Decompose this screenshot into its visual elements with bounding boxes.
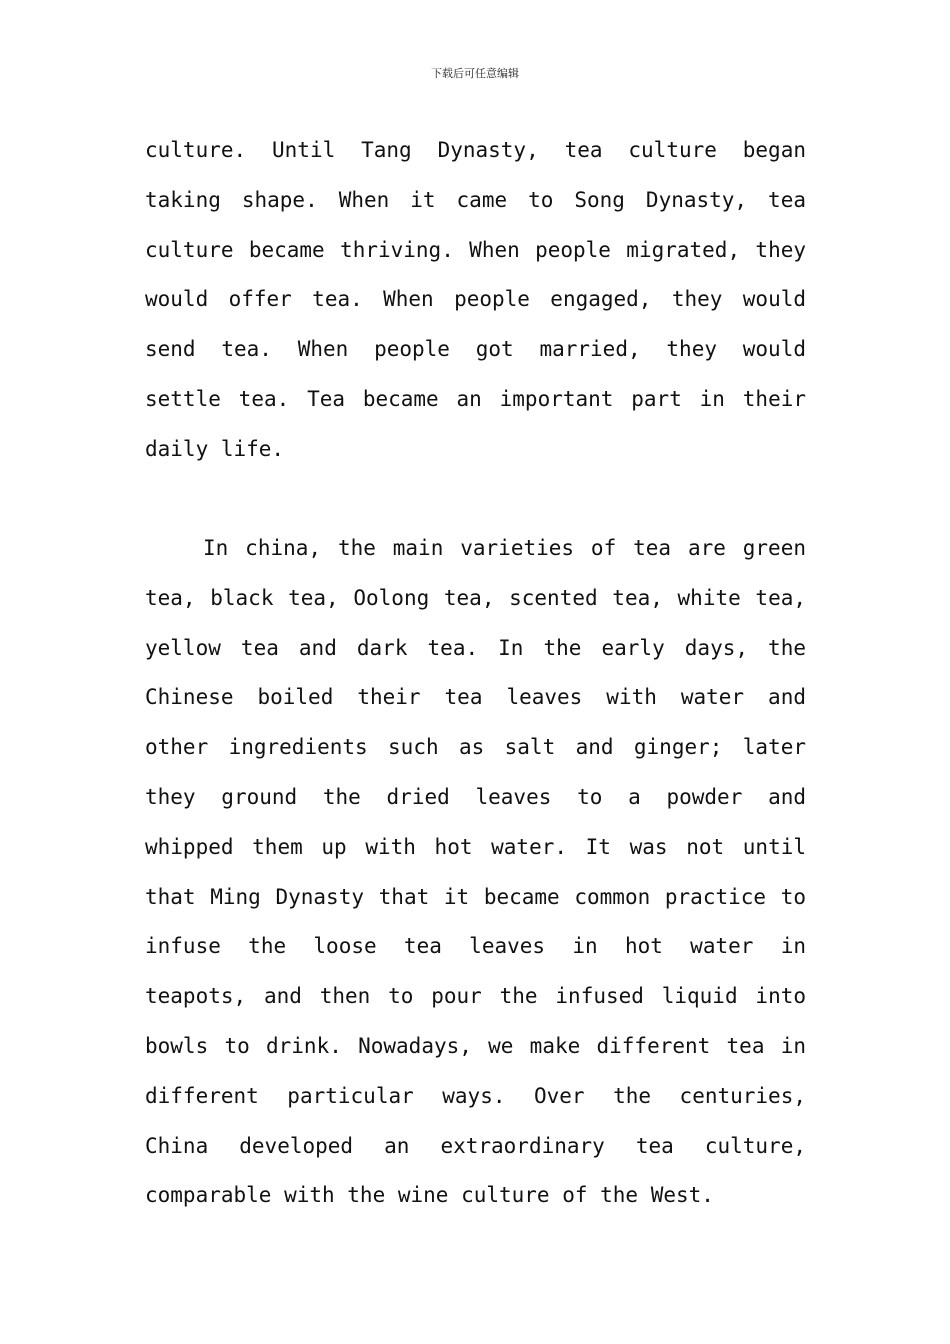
- text-line: teapots, and then to pour the infused liquid into: [145, 984, 806, 1009]
- text-line: would offer tea. When people engaged, they would: [145, 287, 806, 312]
- text-line: culture. Until Tang Dynasty, tea culture began: [145, 138, 806, 162]
- text-line: bowls to drink. Nowadays, we make different tea in: [145, 1033, 806, 1058]
- text-line: daily life.: [145, 436, 285, 461]
- text-line: settle tea. Tea became an important part in their: [145, 386, 806, 411]
- header-note: 下载后可任意编辑: [431, 67, 519, 80]
- text-line: In china, the main varieties of tea are green: [203, 536, 806, 560]
- text-line: tea, black tea, Oolong tea, scented tea, white tea,: [145, 585, 806, 610]
- text-line: other ingredients such as salt and ginger; later: [145, 735, 806, 760]
- paragraph-1: [145, 136, 806, 485]
- text-line: whipped them up with hot water. It was not until: [145, 834, 806, 859]
- text-line: send tea. When people got married, they would: [145, 337, 806, 362]
- text-line: yellow tea and dark tea. In the early days, the: [145, 635, 806, 660]
- paragraph-2: [145, 534, 806, 1231]
- text-line: they ground the dried leaves to a powder and: [145, 784, 806, 809]
- text-line: Chinese boiled their tea leaves with water and: [145, 685, 806, 710]
- text-line: comparable with the wine culture of the West.: [145, 1183, 714, 1208]
- text-line: infuse the loose tea leaves in hot water in: [145, 934, 806, 959]
- text-line: different particular ways. Over the centuries,: [145, 1083, 806, 1108]
- text-line: culture became thriving. When people migrated, they: [145, 237, 806, 262]
- text-line: China developed an extraordinary tea culture,: [145, 1133, 806, 1158]
- text-line: taking shape. When it came to Song Dynasty, tea: [145, 187, 806, 212]
- text-line: that Ming Dynasty that it became common practice to: [145, 884, 806, 909]
